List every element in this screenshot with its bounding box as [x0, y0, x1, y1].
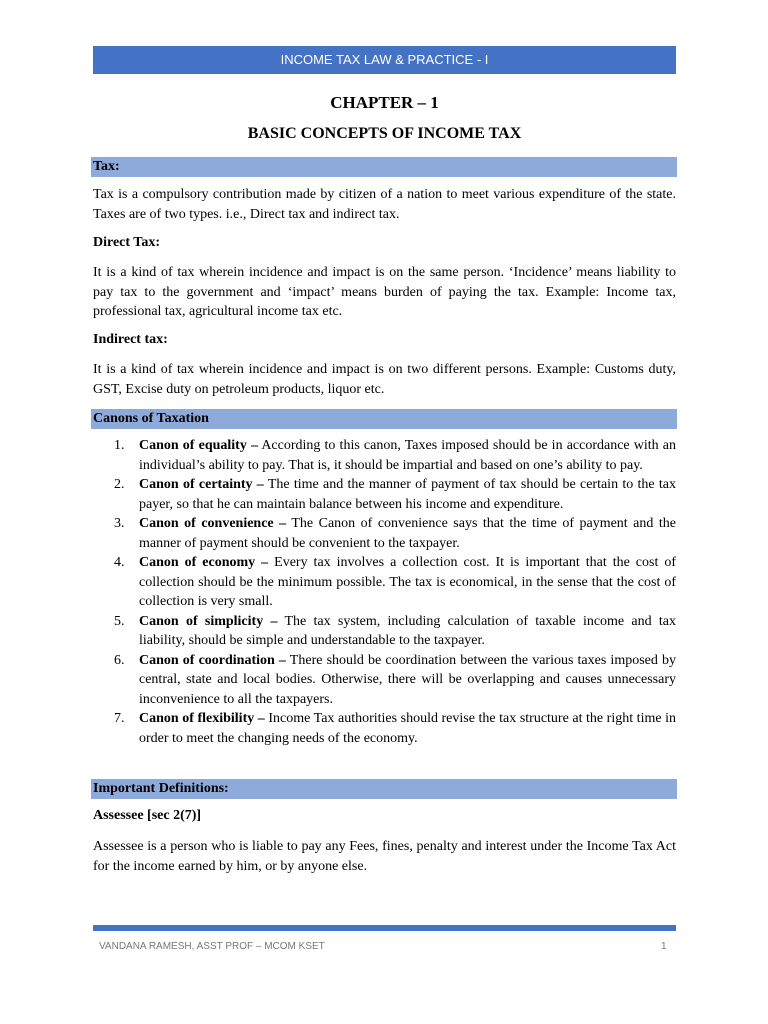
list-number: 3. — [114, 516, 125, 531]
section-heading-tax: Tax: — [91, 157, 677, 177]
canon-text: There should be coordination between the various taxes imposed by central, state and local bodies. Otherwise, there will be overlapping and causes unnecessary inconvenience to all the taxpayers. — [139, 652, 676, 707]
section-heading-canons: Canons of Taxation — [91, 409, 677, 429]
canon-text: Income Tax authorities should revise the tax structure at the right time in order to meet the changing needs of the economy. — [139, 711, 677, 746]
direct-tax-paragraph: It is a kind of tax wherein incidence and impact is on the same person. ‘Incidence’ means liability to pay tax to the government and ‘impact’ means burden of paying the tax. Example: Income tax, professional tax, agricultural income tax etc. — [93, 265, 676, 319]
list-item — [93, 436, 676, 475]
list-item — [93, 651, 676, 710]
canon-term: Canon of convenience – — [139, 516, 287, 531]
canon-term: Canon of simplicity – — [139, 613, 278, 629]
assessee-heading: Assessee [sec 2(7)] — [93, 808, 202, 823]
canon-term: Canon of economy – — [139, 555, 269, 570]
chapter-label: CHAPTER – 1 — [330, 93, 439, 112]
list-number: 4. — [114, 555, 125, 570]
page-title: BASIC CONCEPTS OF INCOME TAX — [247, 125, 522, 142]
canon-term: Canon of certainty – — [139, 477, 264, 492]
page-number: 1 — [661, 941, 667, 952]
page-header: INCOME TAX LAW & PRACTICE - I — [93, 46, 676, 74]
list-item — [93, 475, 676, 514]
canon-text: Every tax involves a collection cost. It is important that the cost of collection should be the minimum possible. The tax is economical, in the sense that the cost of collection is very small. — [139, 555, 676, 609]
tax-paragraph: Tax is a compulsory contribution made by citizen of a nation to meet various expenditure of the state. Taxes are of two types. i.e., Direct tax and indirect tax. — [93, 187, 676, 222]
canons-list — [93, 436, 676, 748]
canon-term: Canon of coordination – — [139, 652, 286, 668]
list-number: 2. — [114, 477, 125, 492]
list-number: 7. — [114, 711, 125, 726]
canon-text: According to this canon, Taxes imposed should be in accordance with an individual’s ability to pay. That is, it should be impartial and based on one’s ability to pay. — [139, 438, 676, 473]
footer-author: VANDANA RAMESH, ASST PROF – MCOM KSET — [99, 941, 325, 952]
list-item — [93, 709, 676, 748]
canon-text: The Canon of convenience says that the time of payment and the manner of payment should be convenient to the taxpayer. — [139, 516, 676, 551]
list-number: 6. — [114, 652, 125, 668]
indirect-tax-heading: Indirect tax: — [93, 332, 168, 347]
list-number: 1. — [114, 438, 125, 453]
list-item — [93, 514, 676, 553]
canon-term: Canon of flexibility – — [139, 711, 265, 726]
footer-divider — [93, 925, 676, 931]
indirect-tax-paragraph: It is a kind of tax wherein incidence and impact is on two different persons. Example: Customs duty, GST, Excise duty on petroleum products, liquor etc. — [93, 362, 676, 397]
list-number: 5. — [114, 613, 125, 629]
canon-text: The tax system, including calculation of taxable income and tax liability, should be simple and understandable to the taxpayer. — [139, 613, 676, 648]
direct-tax-heading: Direct Tax: — [93, 235, 161, 250]
list-item — [93, 553, 676, 612]
list-item — [93, 612, 676, 651]
canon-term: Canon of equality – — [139, 438, 258, 453]
canon-text: The time and the manner of payment of tax should be certain to the tax payer, so that he can maintain balance between his income and expenditure. — [139, 477, 676, 512]
section-heading-definitions: Important Definitions: — [91, 779, 677, 799]
assessee-paragraph: Assessee is a person who is liable to pay any Fees, fines, penalty and interest under the Income Tax Act for the income earned by him, or by anyone else. — [93, 839, 676, 874]
